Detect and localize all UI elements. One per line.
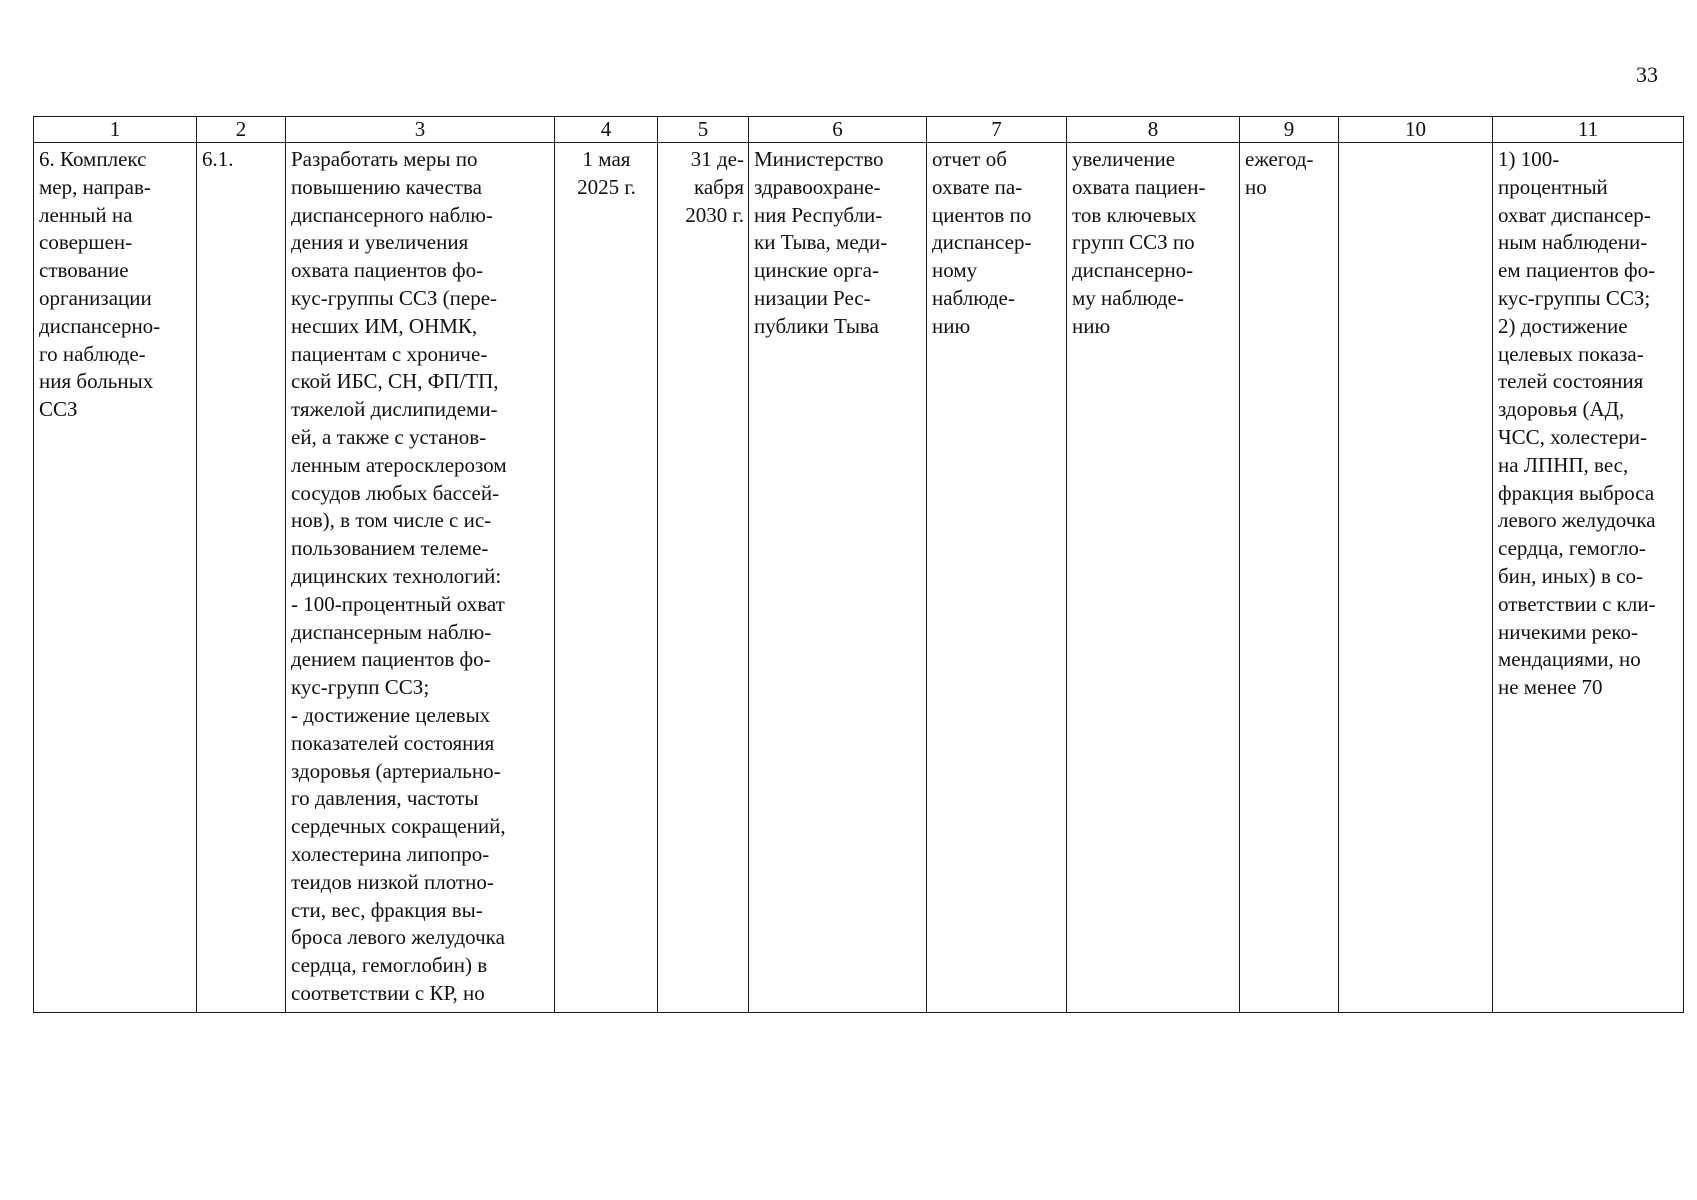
cell-text-line: 2) достижение [1498,313,1628,338]
cell-text-line: тяжелой дислипидеми- [291,397,498,422]
cell-text-line: здоровья (АД, [1498,397,1625,422]
cell-text-line: показателей состояния [291,730,495,755]
cell-text-line: пользованием телеме- [291,536,489,561]
cell-text-line: - 100-процентный охват [291,591,505,616]
cell-text-line: го давления, частоты [291,786,479,811]
cell-text-line: нию [1072,313,1111,338]
column-number: 8 [1067,117,1240,143]
cell-text-line: процентный [1498,174,1608,199]
cell-text-line: броса левого желудочка [291,925,505,950]
cell-text-line: ответствии с кли- [1498,591,1656,616]
column-number-row [34,117,1684,143]
cell-text-line: охвата пациентов фо- [291,258,484,283]
cell-text-line: ленным атеросклерозом [291,452,507,477]
end-date-cell [658,143,749,1013]
cell-text-line: ния больных [39,369,154,394]
cell-text-line: 31 де- [690,147,744,171]
cell-text-line: соответствии с КР, но [291,980,485,1005]
cell-text-line: диспансер- [932,230,1032,255]
cell-text-line: Министерство [754,147,884,171]
cell-text-line: здоровья (артериально- [291,758,501,783]
cell-text-line: ЧСС, холестери- [1498,424,1647,449]
cell-text-line: целевых показа- [1498,341,1644,366]
frequency-cell [1240,143,1339,1013]
cell-text-line: не менее 70 [1498,675,1603,700]
cell-text-line: сердца, гемоглобин) в [291,953,488,978]
cell-text-line: пациентам с хрониче- [291,341,488,366]
cell-text-line: - достижение целевых [291,702,491,727]
cell-text-line: групп ССЗ по [1072,230,1195,255]
column-number: 5 [658,117,749,143]
cell-text-line: наблюде- [932,285,1015,310]
cell-text-line: совершен- [39,230,133,255]
item-number-cell [197,143,286,1013]
cell-text-line: 1 мая [582,147,631,171]
cell-text-line: кабря [693,174,744,199]
cell-text-line: дением пациентов фо- [291,647,491,672]
task-cell [286,143,555,1013]
column-number: 4 [555,117,658,143]
cell-text-line: кус-групп ССЗ; [291,675,430,700]
indicators-cell [1493,143,1684,1013]
cell-text-line: ем пациентов фо- [1498,258,1656,283]
cell-text-line: публики Тыва [754,313,879,338]
cell-text-line: кус-группы ССЗ; [1498,285,1651,310]
cell-text-line: тов ключевых [1072,202,1197,227]
cell-text-line: ей, а также с установ- [291,424,487,449]
cell-text-line: ному [932,258,978,283]
cell-text-line: организации [39,285,152,310]
cell-text-line: сердечных сокращений, [291,814,506,839]
column-number: 3 [286,117,555,143]
column-number: 6 [749,117,927,143]
cell-text-line: холестерина липопро- [291,841,490,866]
column-10-cell [1339,143,1493,1013]
cell-text-line: го наблюде- [39,341,146,366]
cell-text-line: ской ИБС, СН, ФП/ТП, [291,369,499,394]
cell-text-line: фракция выброса [1498,480,1655,505]
table-row [34,143,1684,1013]
cell-text-line: 6.1. [202,147,234,171]
cell-text-line: диспансерно- [39,313,161,338]
column-number: 1 [34,117,197,143]
cell-text-line: бин, иных) в со- [1498,563,1643,588]
cell-text-line: сти, вес, фракция вы- [291,897,483,922]
cell-text-line: ничекими реко- [1498,619,1639,644]
cell-text-line: ки Тыва, меди- [754,230,888,255]
cell-text-line: диспансерным наблю- [291,619,492,644]
column-number: 11 [1493,117,1684,143]
expected-result-cell [1067,143,1240,1013]
cell-text-line: теидов низкой плотно- [291,869,494,894]
cell-text-line: цинские орга- [754,258,879,283]
cell-text-line: нов), в том числе с ис- [291,508,492,533]
cell-text-line: нию [932,313,971,338]
cell-text-line: дицинских технологий: [291,563,502,588]
column-number: 7 [927,117,1067,143]
report-form-cell [927,143,1067,1013]
page-number: 33 [1636,62,1658,87]
cell-text-line: отчет об [932,147,1007,171]
cell-text-line: дения и увеличения [291,230,469,255]
cell-text-line: диспансерного наблю- [291,202,493,227]
cell-text-line: повышению качества [291,174,482,199]
cell-text-line: увеличение [1072,147,1176,171]
cell-text-line: охвате па- [932,174,1023,199]
cell-text-line: низации Рес- [754,285,871,310]
cell-text-line: сердца, гемогло- [1498,536,1646,561]
cell-text-line: на ЛПНП, вес, [1498,452,1629,477]
cell-text-line: телей состояния [1498,369,1644,394]
cell-text-line: 2025 г. [577,174,636,199]
cell-text-line: кус-группы ССЗ (пере- [291,285,498,310]
plan-table [33,116,1684,1013]
cell-text-line: 1) 100- [1498,147,1560,171]
cell-text-line: ССЗ [39,397,78,422]
cell-text-line: диспансерно- [1072,258,1194,283]
cell-text-line: охвата пациен- [1072,174,1206,199]
cell-text-line: ежегод- [1245,147,1314,171]
column-number: 10 [1339,117,1493,143]
cell-text-line: ным наблюдени- [1498,230,1648,255]
cell-text-line: ния Республи- [754,202,883,227]
cell-text-line: но [1245,174,1267,199]
cell-text-line: ленный на [39,202,133,227]
cell-text-line: 6. Комплекс [39,147,147,171]
cell-text-line: охват диспансер- [1498,202,1651,227]
cell-text-line: Разработать меры по [291,147,478,171]
cell-text-line: 2030 г. [685,202,744,227]
cell-text-line: левого желудочка [1498,508,1656,533]
section-cell [34,143,197,1013]
column-number: 2 [197,117,286,143]
cell-text-line: здравоохране- [754,174,881,199]
executor-cell [749,143,927,1013]
cell-text-line: ствование [39,258,129,283]
cell-text-line: сосудов любых бассей- [291,480,500,505]
cell-text-line: му наблюде- [1072,285,1184,310]
start-date-cell [555,143,658,1013]
cell-text-line: мер, направ- [39,174,151,199]
column-number: 9 [1240,117,1339,143]
cell-text-line: циентов по [932,202,1032,227]
cell-text-line: мендациями, но [1498,647,1641,672]
cell-text-line: несших ИМ, ОНМК, [291,313,478,338]
